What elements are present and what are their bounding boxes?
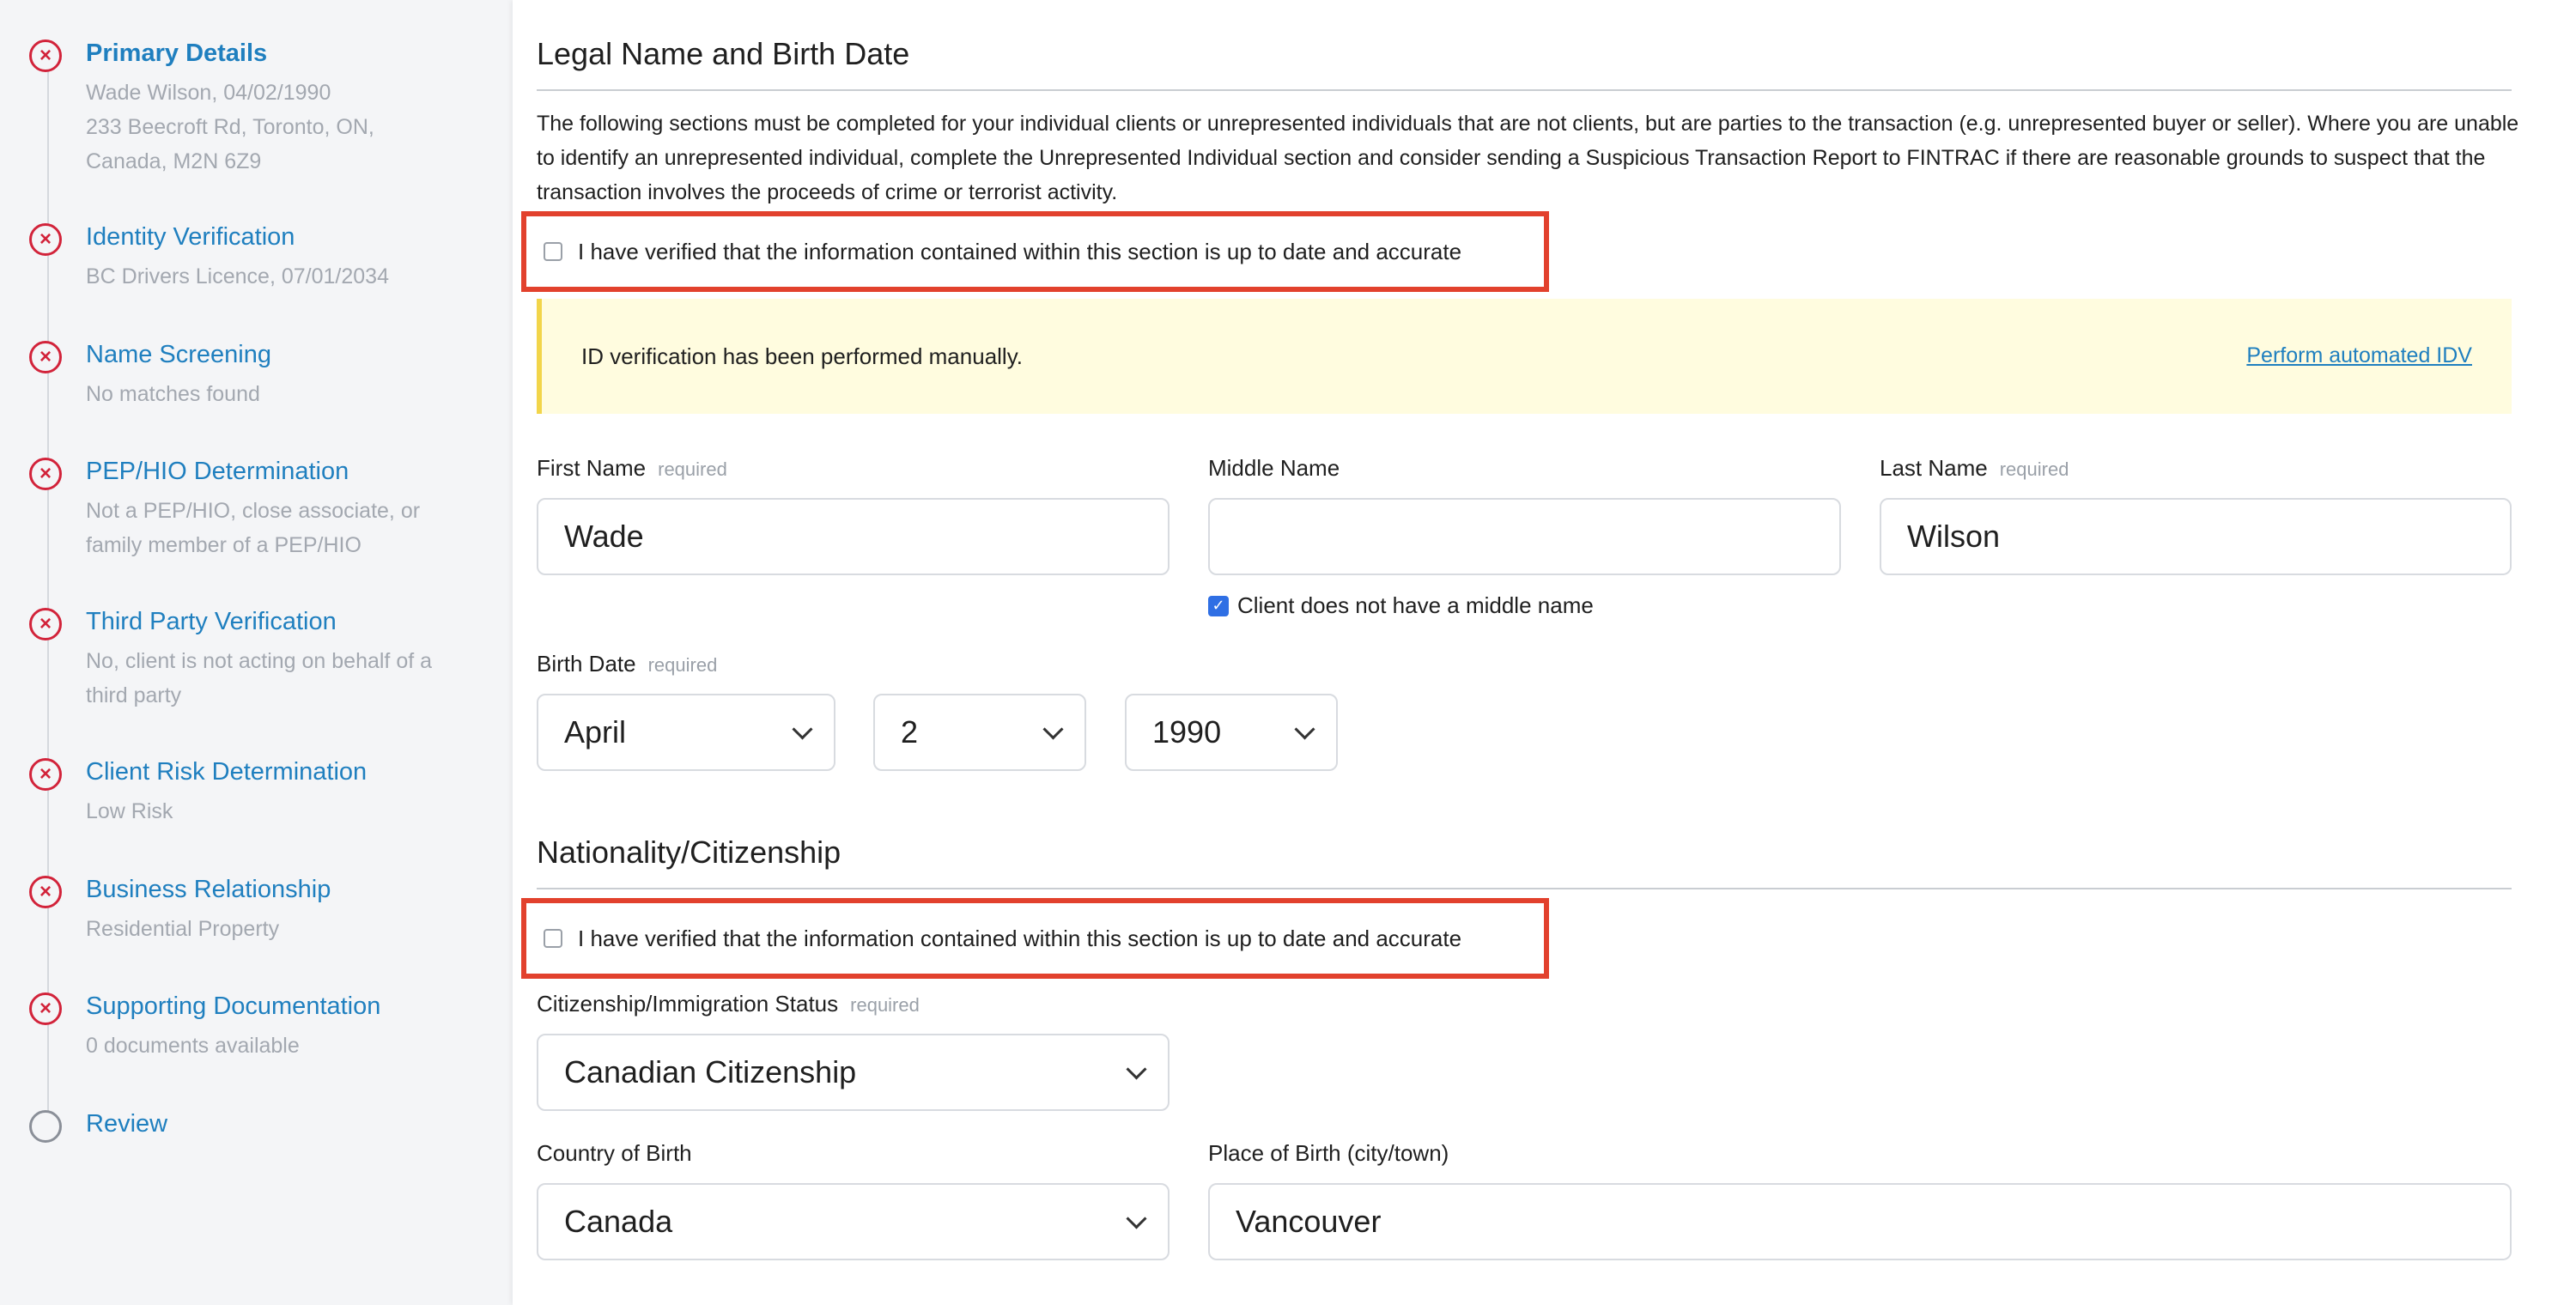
citizenship-status-label <box>537 991 920 1017</box>
verify-checkbox[interactable] <box>544 929 562 948</box>
error-x-icon: × <box>29 223 62 256</box>
step-summary-line: 233 Beecroft Rd, Toronto, ON, <box>86 115 374 139</box>
step-summary-line: No, client is not acting on behalf of a <box>86 649 433 673</box>
birth-month-select[interactable] <box>537 694 835 771</box>
birth-month-value: April <box>564 714 627 750</box>
step-title[interactable]: Client Risk Determination <box>86 758 368 786</box>
place-of-birth-input[interactable] <box>1208 1183 2512 1260</box>
citizenship-status-select[interactable] <box>537 1034 1170 1111</box>
section-title-legal-name: Legal Name and Birth Date <box>537 36 910 71</box>
step-summary-line: Not a PEP/HIO, close associate, or <box>86 499 421 523</box>
birth-year-value: 1990 <box>1152 714 1222 750</box>
section-divider <box>537 888 2512 889</box>
empty-circle-icon <box>29 1110 62 1143</box>
perform-automated-idv-link[interactable]: Perform automated IDV <box>2246 343 2472 367</box>
step-title[interactable]: Business Relationship <box>86 876 331 903</box>
last-name-input[interactable] <box>1880 498 2512 575</box>
step-summary <box>86 794 489 829</box>
step-summary-line: BC Drivers Licence, 07/01/2034 <box>86 264 389 288</box>
chevron-down-icon <box>792 719 812 739</box>
middle-name-label <box>1208 455 1340 482</box>
checked-checkbox-icon[interactable]: ✓ <box>1208 596 1229 616</box>
birth-day-value: 2 <box>901 714 919 750</box>
no-middle-name-label: Client does not have a middle name <box>1237 592 1594 618</box>
verify-legal-section[interactable] <box>521 211 1549 292</box>
label-text: Place of Birth (city/town) <box>1208 1140 1449 1166</box>
label-text: Citizenship/Immigration Status <box>537 991 839 1017</box>
error-x-icon: × <box>29 992 62 1025</box>
step-title[interactable]: Name Screening <box>86 341 271 368</box>
step-summary <box>86 644 489 713</box>
step-title[interactable]: Third Party Verification <box>86 608 337 635</box>
first-name-value: Wade <box>564 519 644 554</box>
step-summary-line: 0 documents available <box>86 1034 300 1058</box>
step-summary <box>86 76 489 179</box>
label-text: Birth Date <box>537 651 636 677</box>
last-name-value: Wilson <box>1907 519 2001 554</box>
citizenship-status-value: Canadian Citizenship <box>564 1054 857 1090</box>
required-tag: required <box>647 654 718 676</box>
step-summary-line: third party <box>86 683 182 707</box>
no-middle-name-option[interactable] <box>1208 592 1594 619</box>
step-summary-line: Canada, M2N 6Z9 <box>86 149 262 173</box>
first-name-input[interactable] <box>537 498 1170 575</box>
step-summary-line: family member of a PEP/HIO <box>86 533 361 557</box>
idv-notice <box>537 299 2512 414</box>
verify-label: I have verified that the information contained within this section is up to date and accurate <box>578 925 1462 951</box>
chevron-down-icon <box>1042 719 1063 739</box>
last-name-label <box>1880 455 2069 482</box>
step-title[interactable]: Review <box>86 1110 168 1138</box>
country-of-birth-value: Canada <box>564 1204 673 1239</box>
error-x-icon: × <box>29 39 62 72</box>
error-x-icon: × <box>29 341 62 373</box>
label-text: Last Name <box>1880 455 1988 481</box>
verify-checkbox[interactable] <box>544 242 562 261</box>
step-summary <box>86 1029 489 1063</box>
chevron-down-icon <box>1294 719 1315 739</box>
step-summary-line: Low Risk <box>86 799 173 823</box>
step-summary <box>86 377 489 411</box>
label-text: Country of Birth <box>537 1140 692 1166</box>
middle-name-input[interactable] <box>1208 498 1841 575</box>
main-form <box>513 0 2576 1305</box>
step-title[interactable]: Identity Verification <box>86 223 295 251</box>
step-title[interactable]: Primary Details <box>86 39 268 67</box>
step-title[interactable]: PEP/HIO Determination <box>86 458 349 485</box>
step-title[interactable]: Supporting Documentation <box>86 992 381 1020</box>
section-divider <box>537 89 2512 91</box>
notice-text: ID verification has been performed manually. <box>581 343 1023 369</box>
place-of-birth-value: Vancouver <box>1236 1204 1382 1239</box>
required-tag: required <box>1999 458 2069 480</box>
step-summary-line: Residential Property <box>86 917 280 941</box>
birth-year-select[interactable] <box>1125 694 1338 771</box>
error-x-icon: × <box>29 758 62 791</box>
section-title-nationality: Nationality/Citizenship <box>537 835 841 870</box>
chevron-down-icon <box>1126 1059 1146 1079</box>
error-x-icon: × <box>29 458 62 490</box>
step-summary <box>86 912 489 946</box>
chevron-down-icon <box>1126 1208 1146 1229</box>
first-name-label <box>537 455 727 482</box>
verify-label: I have verified that the information contained within this section is up to date and accurate <box>578 238 1462 264</box>
step-summary <box>86 259 489 294</box>
place-of-birth-label <box>1208 1140 1449 1167</box>
country-of-birth-select[interactable] <box>537 1183 1170 1260</box>
error-x-icon: × <box>29 608 62 640</box>
birth-date-label <box>537 651 717 677</box>
country-of-birth-label <box>537 1140 692 1167</box>
label-text: Middle Name <box>1208 455 1340 481</box>
verify-nationality-section[interactable] <box>521 898 1549 979</box>
error-x-icon: × <box>29 876 62 908</box>
step-summary-line: No matches found <box>86 382 260 406</box>
label-text: First Name <box>537 455 647 481</box>
progress-sidebar <box>0 0 507 1305</box>
step-summary <box>86 494 489 562</box>
section-intro: The following sections must be completed for your individual clients or unrepresented individuals that are not clients, but are parties to the transaction (e.g. unrepresented buyer or seller). Where you are unable to identify an unrepresented individual, complete the Unrepresented Individual section and consider sending a Suspicious Transaction Report to FINTRAC if there are reasonable grounds to suspect that the transaction involves the proceeds of crime or terrorist activity. <box>537 112 2519 204</box>
required-tag: required <box>850 994 920 1016</box>
birth-day-select[interactable] <box>873 694 1086 771</box>
step-summary-line: Wade Wilson, 04/02/1990 <box>86 81 331 105</box>
required-tag: required <box>658 458 727 480</box>
